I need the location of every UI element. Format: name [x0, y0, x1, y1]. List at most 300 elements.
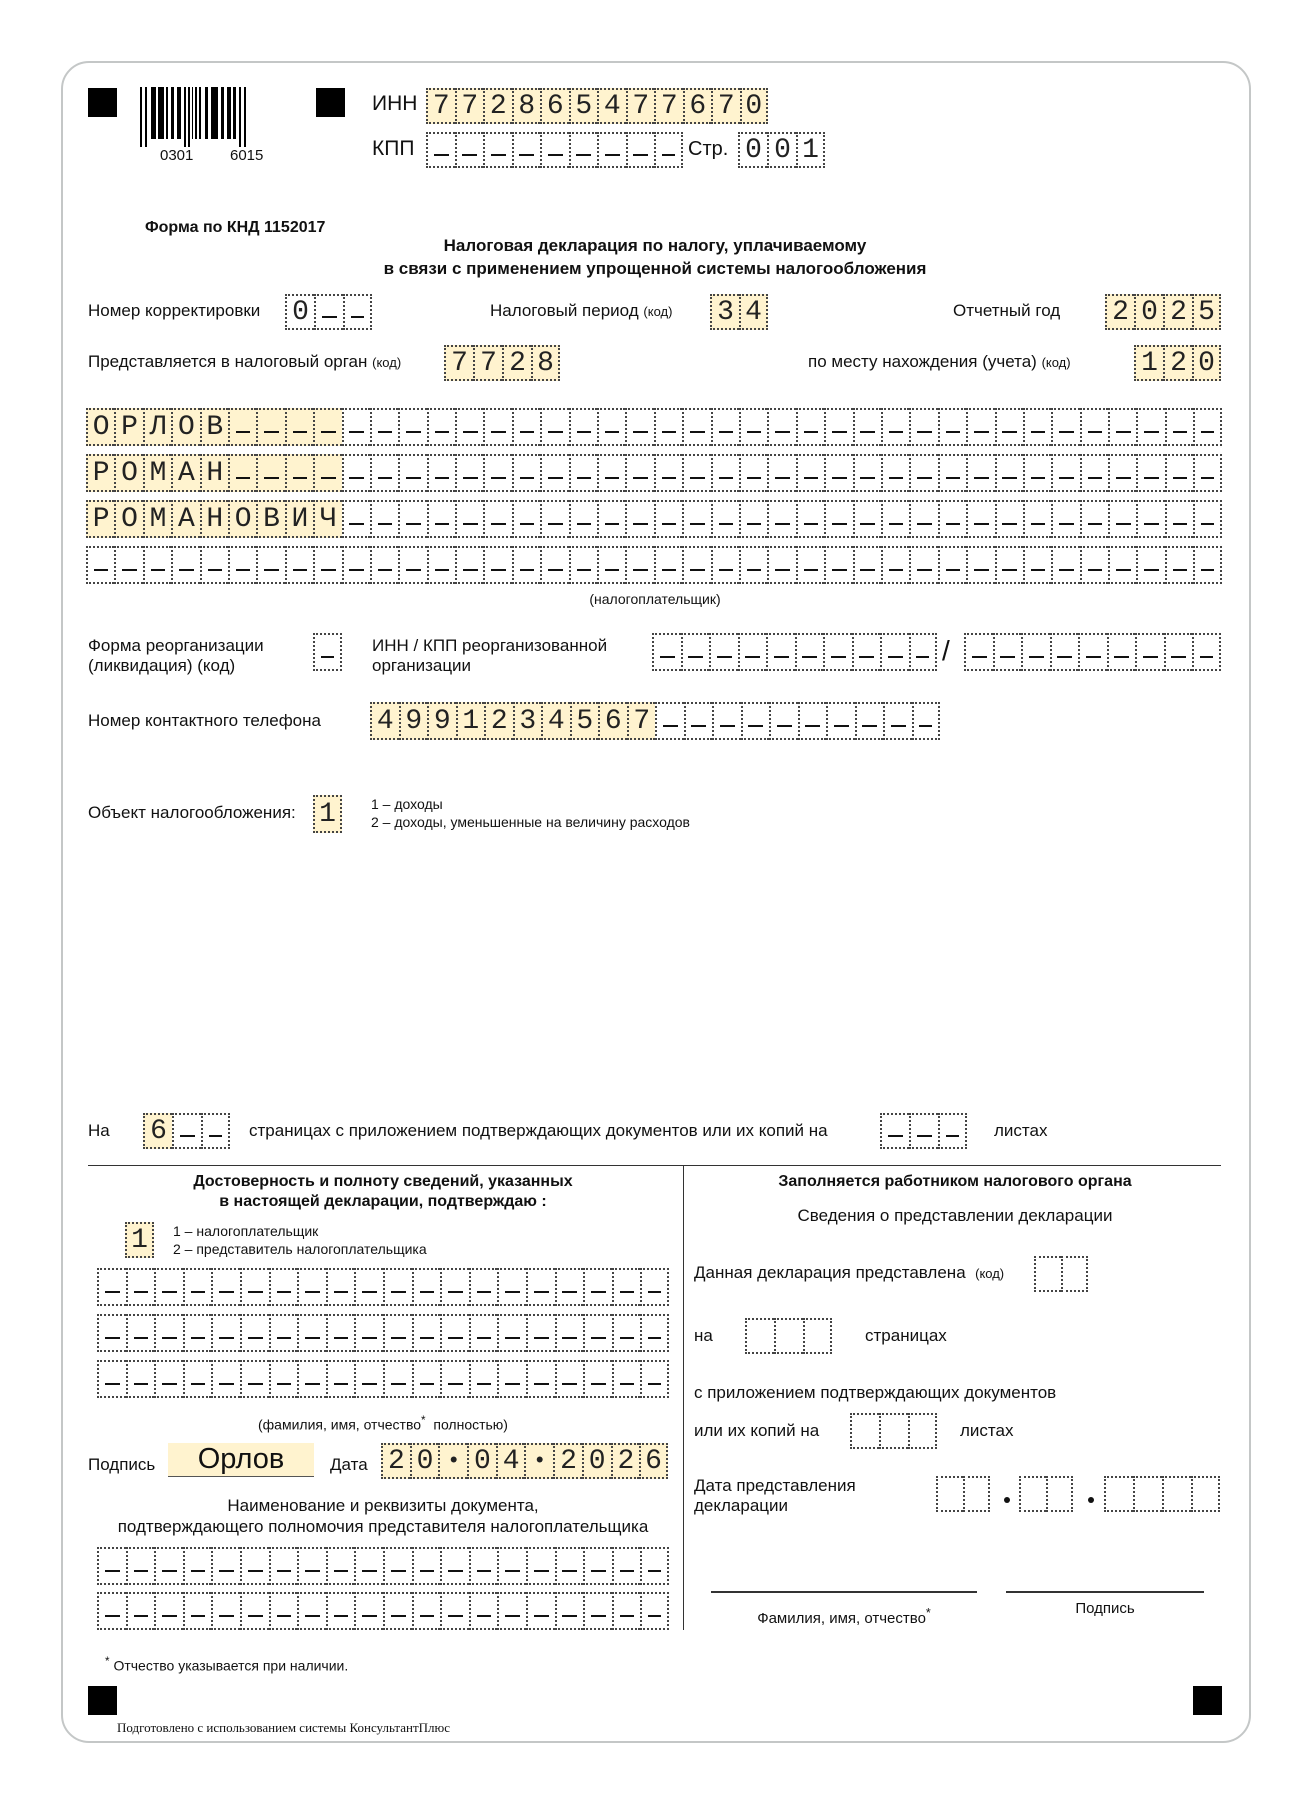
- cell: [597, 454, 625, 492]
- cell: [1165, 500, 1193, 538]
- doc-title-line2: подтверждающего полномочия представителя налогоплательщика: [117, 1517, 649, 1536]
- cell: [555, 1547, 584, 1585]
- reorg-form-label-2: (ликвидация) (код): [88, 656, 236, 675]
- cell: [909, 408, 937, 446]
- cell: 1: [313, 795, 342, 833]
- authority-code-field[interactable]: [444, 345, 560, 381]
- cell: [1023, 408, 1051, 446]
- cell: [709, 633, 738, 671]
- cell: [1051, 500, 1079, 538]
- cell: [370, 454, 398, 492]
- cell: [852, 633, 881, 671]
- cell: [597, 132, 626, 168]
- cell: [342, 546, 370, 584]
- cell: 7: [455, 88, 484, 124]
- cell: [569, 546, 597, 584]
- pages-prefix: На: [88, 1121, 110, 1140]
- cell: [995, 454, 1023, 492]
- cell: 0: [738, 132, 767, 168]
- cell: [625, 500, 653, 538]
- cell: [881, 500, 909, 538]
- cell: [741, 702, 770, 740]
- cell: [1136, 500, 1164, 538]
- cell: Р: [114, 408, 142, 446]
- cell: Л: [143, 408, 171, 446]
- cell: [126, 1592, 155, 1630]
- cell: [211, 1268, 240, 1306]
- cell: [354, 1268, 383, 1306]
- barcode-number-left: 0301: [160, 147, 194, 164]
- cell: [183, 1547, 212, 1585]
- reorg-form-code-field[interactable]: [313, 633, 342, 671]
- cell: 0: [1134, 294, 1163, 330]
- cell: [995, 500, 1023, 538]
- barcode-number-right: 6015: [230, 147, 264, 164]
- period-field[interactable]: [710, 294, 768, 330]
- cell: [228, 546, 256, 584]
- authority-date-month: [1019, 1476, 1073, 1512]
- attach-line1: с приложением подтверждающих документов: [694, 1383, 1057, 1402]
- cell: [412, 1314, 441, 1352]
- cell: [938, 500, 966, 538]
- cell: 2: [1163, 294, 1192, 330]
- cell: 7: [626, 88, 655, 124]
- fio-asterisk: *: [421, 1414, 426, 1427]
- cell: [909, 500, 937, 538]
- cell: 4: [496, 1443, 525, 1479]
- doc-row-1[interactable]: [97, 1547, 669, 1585]
- cell: 2: [1105, 294, 1134, 330]
- cell: [1165, 546, 1193, 584]
- cell: [285, 408, 313, 446]
- cell: 4: [541, 702, 570, 740]
- reorg-separator: /: [942, 635, 950, 666]
- cell: [654, 132, 683, 168]
- taxpayer-row-3[interactable]: [86, 500, 1222, 538]
- cell: [326, 1360, 355, 1398]
- cell: [712, 702, 741, 740]
- cell: [154, 1547, 183, 1585]
- cell: [966, 408, 994, 446]
- cell: [654, 408, 682, 446]
- page-number-field: [738, 132, 825, 168]
- cell: [126, 1360, 155, 1398]
- cell: [909, 454, 937, 492]
- cell: [796, 408, 824, 446]
- cell: [767, 454, 795, 492]
- cell: [126, 1268, 155, 1306]
- cell: [412, 1268, 441, 1306]
- cell: 0: [1192, 345, 1221, 381]
- cell: М: [143, 500, 171, 538]
- cell: А: [171, 454, 199, 492]
- cell: [881, 546, 909, 584]
- cell: [1080, 546, 1108, 584]
- cell: 6: [540, 88, 569, 124]
- cell: 0: [285, 294, 314, 330]
- cell: [172, 1113, 201, 1149]
- page-label: Стр.: [688, 138, 729, 160]
- inn-field[interactable]: [426, 88, 768, 124]
- authority-pages-label: страницах: [865, 1326, 947, 1345]
- cell: [483, 500, 511, 538]
- cell: [1165, 408, 1193, 446]
- cell: 0: [410, 1443, 439, 1479]
- signer-name-row-3[interactable]: [97, 1360, 669, 1398]
- corner-marker-top-mid: [316, 88, 345, 117]
- cell: [228, 408, 256, 446]
- cell: [512, 546, 540, 584]
- cell: [1108, 546, 1136, 584]
- cell: [684, 702, 713, 740]
- authority-code-suffix: (код): [372, 355, 402, 370]
- cell: [455, 546, 483, 584]
- cell: 0: [767, 132, 796, 168]
- cell: [398, 546, 426, 584]
- cell: [427, 408, 455, 446]
- cell: [640, 1547, 669, 1585]
- doc-title-line1: Наименование и реквизиты документа,: [227, 1496, 539, 1515]
- cell: [966, 546, 994, 584]
- cell: [313, 408, 341, 446]
- location-label: [808, 352, 1071, 373]
- cell: [256, 408, 284, 446]
- cell: [711, 408, 739, 446]
- cell: [912, 702, 941, 740]
- cell: [526, 1268, 555, 1306]
- cell: 7: [473, 345, 502, 381]
- cell: [440, 1360, 469, 1398]
- cell: [682, 546, 710, 584]
- cell: [183, 1268, 212, 1306]
- confirm-signer-type-field[interactable]: [125, 1222, 154, 1258]
- authority-signature-line: [1006, 1591, 1204, 1593]
- submitted-label: [694, 1263, 1004, 1284]
- footnote-asterisk: *: [105, 1655, 110, 1668]
- cell: [228, 454, 256, 492]
- cell: [269, 1268, 298, 1306]
- cell: [354, 1314, 383, 1352]
- cell: [540, 500, 568, 538]
- cell: 5: [569, 88, 598, 124]
- submitted-label-text: Данная декларация представлена: [694, 1263, 966, 1282]
- taxpayer-row-4[interactable]: [86, 546, 1222, 584]
- cell: [881, 408, 909, 446]
- cell: [440, 1314, 469, 1352]
- cell: [640, 1592, 669, 1630]
- cell: 7: [426, 88, 455, 124]
- cell: [739, 454, 767, 492]
- taxpayer-row-1[interactable]: [86, 408, 1222, 446]
- phone-label: Номер контактного телефона: [88, 711, 321, 730]
- cell: [1164, 633, 1193, 671]
- object-label: Объект налогообложения:: [88, 803, 296, 822]
- cell: [354, 1360, 383, 1398]
- cell: [766, 633, 795, 671]
- cell: [326, 1547, 355, 1585]
- phone-field[interactable]: [370, 702, 940, 740]
- cell: [469, 1360, 498, 1398]
- column-divider: [683, 1165, 684, 1630]
- doc-row-2[interactable]: [97, 1592, 669, 1630]
- cell: [256, 546, 284, 584]
- cell: [654, 500, 682, 538]
- cell: [526, 1314, 555, 1352]
- cell: [455, 132, 484, 168]
- object-field[interactable]: [313, 795, 342, 833]
- taxpayer-row-2[interactable]: [86, 454, 1222, 492]
- cell: [154, 1314, 183, 1352]
- cell: [211, 1314, 240, 1352]
- cell: 0: [582, 1443, 611, 1479]
- authority-date-year: [1104, 1476, 1220, 1512]
- authority-sheets-field: [850, 1413, 937, 1449]
- cell: [398, 408, 426, 446]
- inn-label: ИНН: [372, 92, 418, 115]
- cell: [824, 546, 852, 584]
- cell: [211, 1547, 240, 1585]
- reorg-inn-field[interactable]: [652, 633, 937, 671]
- barcode-icon: [140, 87, 290, 147]
- pages-field[interactable]: [143, 1113, 230, 1149]
- cell: Р: [86, 500, 114, 538]
- cell: [354, 1592, 383, 1630]
- cell: [440, 1547, 469, 1585]
- cell: [555, 1360, 584, 1398]
- cell: [938, 408, 966, 446]
- cell: [370, 500, 398, 538]
- pages-suffix: листах: [994, 1121, 1048, 1140]
- cell: [183, 1360, 212, 1398]
- cell: [483, 408, 511, 446]
- empty-cell: [963, 1476, 990, 1512]
- cell: [1193, 408, 1221, 446]
- cell: [412, 1592, 441, 1630]
- empty-cell: [1104, 1476, 1133, 1512]
- form-title-line2: в связи с применением упрощенной системы налогообложения: [383, 259, 927, 278]
- cell: [427, 454, 455, 492]
- cell: [625, 546, 653, 584]
- cell: •: [438, 1443, 467, 1479]
- cell: [909, 1113, 938, 1149]
- period-label: [490, 301, 672, 322]
- empty-cell: [1046, 1476, 1073, 1512]
- cell: [569, 408, 597, 446]
- cell: [880, 1113, 909, 1149]
- cell: [540, 546, 568, 584]
- cell: [625, 454, 653, 492]
- cell: [497, 1592, 526, 1630]
- cell: 9: [427, 702, 456, 740]
- cell: [824, 454, 852, 492]
- cell: 1: [456, 702, 485, 740]
- date-dot-2: [1088, 1497, 1094, 1503]
- cell: [1193, 546, 1221, 584]
- cell: [938, 1113, 967, 1149]
- cell: [412, 1547, 441, 1585]
- signer-name-row-2[interactable]: [97, 1314, 669, 1352]
- form-knd: Форма по КНД 1152017: [145, 219, 326, 236]
- corner-marker-bottom-left: [88, 1686, 117, 1715]
- cell: 8: [531, 345, 560, 381]
- cell: 0: [467, 1443, 496, 1479]
- authority-panel-subtitle: Сведения о представлении декларации: [797, 1206, 1113, 1225]
- cell: [313, 546, 341, 584]
- cell: [512, 408, 540, 446]
- cell: 8: [512, 88, 541, 124]
- cell: О: [114, 500, 142, 538]
- cell: 4: [597, 88, 626, 124]
- cell: [269, 1360, 298, 1398]
- cell: [1135, 633, 1164, 671]
- cell: [497, 1547, 526, 1585]
- authority-pages-field: [745, 1318, 832, 1354]
- empty-cell: [850, 1413, 879, 1449]
- cell: [1050, 633, 1079, 671]
- cell: [512, 500, 540, 538]
- cell: [171, 546, 199, 584]
- cell: [640, 1268, 669, 1306]
- cell: [1021, 633, 1050, 671]
- cell: [640, 1360, 669, 1398]
- cell: [640, 1314, 669, 1352]
- cell: [1136, 546, 1164, 584]
- cell: [555, 1592, 584, 1630]
- attach-line2: или их копий на: [694, 1421, 820, 1440]
- cell: [97, 1314, 126, 1352]
- cell: [938, 454, 966, 492]
- empty-cell: [1133, 1476, 1162, 1512]
- cell: [143, 546, 171, 584]
- cell: [739, 546, 767, 584]
- cell: [583, 1360, 612, 1398]
- cell: 4: [370, 702, 399, 740]
- authority-sheets-label: листах: [960, 1421, 1014, 1440]
- location-code-field[interactable]: [1134, 345, 1221, 381]
- cell: [853, 454, 881, 492]
- cell: [314, 294, 343, 330]
- cell: [583, 1314, 612, 1352]
- confirm-title-line1: Достоверность и полноту сведений, указанных: [193, 1173, 573, 1190]
- signer-name-row-1[interactable]: [97, 1268, 669, 1306]
- kpp-field[interactable]: [426, 132, 683, 168]
- on-label: на: [694, 1326, 713, 1345]
- cell: [597, 500, 625, 538]
- empty-cell: [936, 1476, 963, 1512]
- cell: [297, 1547, 326, 1585]
- cell: [569, 454, 597, 492]
- cell: [569, 500, 597, 538]
- cell: [1051, 546, 1079, 584]
- cell: [625, 408, 653, 446]
- cell: [285, 546, 313, 584]
- cell: [652, 633, 681, 671]
- cell: [1080, 500, 1108, 538]
- empty-cell: [1061, 1256, 1088, 1292]
- cell: [342, 454, 370, 492]
- cell: [240, 1314, 269, 1352]
- cell: 0: [740, 88, 769, 124]
- cell: [512, 454, 540, 492]
- cell: [1051, 408, 1079, 446]
- cell: [383, 1547, 412, 1585]
- cell: 7: [654, 88, 683, 124]
- cell: [469, 1314, 498, 1352]
- cell: [469, 1592, 498, 1630]
- cell: [297, 1360, 326, 1398]
- submitted-code-suffix: (код): [975, 1266, 1005, 1281]
- submitted-code-field: [1034, 1256, 1088, 1292]
- authority-panel-title: Заполняется работником налогового органа: [778, 1173, 1132, 1190]
- cell: [370, 546, 398, 584]
- authority-date-label-1: Дата представления: [694, 1476, 856, 1495]
- cell: [682, 408, 710, 446]
- cell: [1136, 408, 1164, 446]
- cell: [855, 702, 884, 740]
- cell: [1108, 500, 1136, 538]
- cell: [154, 1268, 183, 1306]
- cell: [269, 1314, 298, 1352]
- cell: [126, 1314, 155, 1352]
- location-code-suffix: (код): [1041, 355, 1071, 370]
- cell: [966, 500, 994, 538]
- signature-field[interactable]: Орлов: [168, 1443, 314, 1477]
- date-field[interactable]: [381, 1443, 668, 1479]
- object-option-1: 1 – доходы: [371, 796, 443, 812]
- cell: [853, 500, 881, 538]
- cell: [767, 500, 795, 538]
- cell: [796, 546, 824, 584]
- cell: 1: [796, 132, 825, 168]
- reorg-inn-kpp-label-2: организации: [372, 656, 472, 675]
- cell: [995, 408, 1023, 446]
- cell: [583, 1268, 612, 1306]
- cell: [1023, 454, 1051, 492]
- cell: [1193, 454, 1221, 492]
- cell: 7: [444, 345, 473, 381]
- cell: [798, 702, 827, 740]
- cell: [612, 1360, 641, 1398]
- cell: [256, 454, 284, 492]
- cell: [183, 1314, 212, 1352]
- reorg-kpp-field[interactable]: [964, 633, 1221, 671]
- fio-caption-tail: полностью): [433, 1416, 508, 1433]
- cell: [1023, 546, 1051, 584]
- section-divider: [88, 1165, 1221, 1166]
- cell: [211, 1360, 240, 1398]
- cell: [909, 546, 937, 584]
- cell: [612, 1268, 641, 1306]
- correction-field[interactable]: [285, 294, 372, 330]
- cell: [1108, 408, 1136, 446]
- cell: [114, 546, 142, 584]
- cell: [654, 546, 682, 584]
- cell: [97, 1268, 126, 1306]
- year-field[interactable]: [1105, 294, 1221, 330]
- cell: [297, 1592, 326, 1630]
- cell: [526, 1547, 555, 1585]
- cell: [483, 454, 511, 492]
- object-option-2: 2 – доходы, уменьшенные на величину расходов: [371, 814, 690, 830]
- cell: [483, 132, 512, 168]
- sheets-field[interactable]: [880, 1113, 967, 1149]
- cell: [597, 546, 625, 584]
- cell: [469, 1547, 498, 1585]
- cell: [1107, 633, 1136, 671]
- cell: [993, 633, 1022, 671]
- footnote: [105, 1652, 348, 1676]
- cell: [540, 454, 568, 492]
